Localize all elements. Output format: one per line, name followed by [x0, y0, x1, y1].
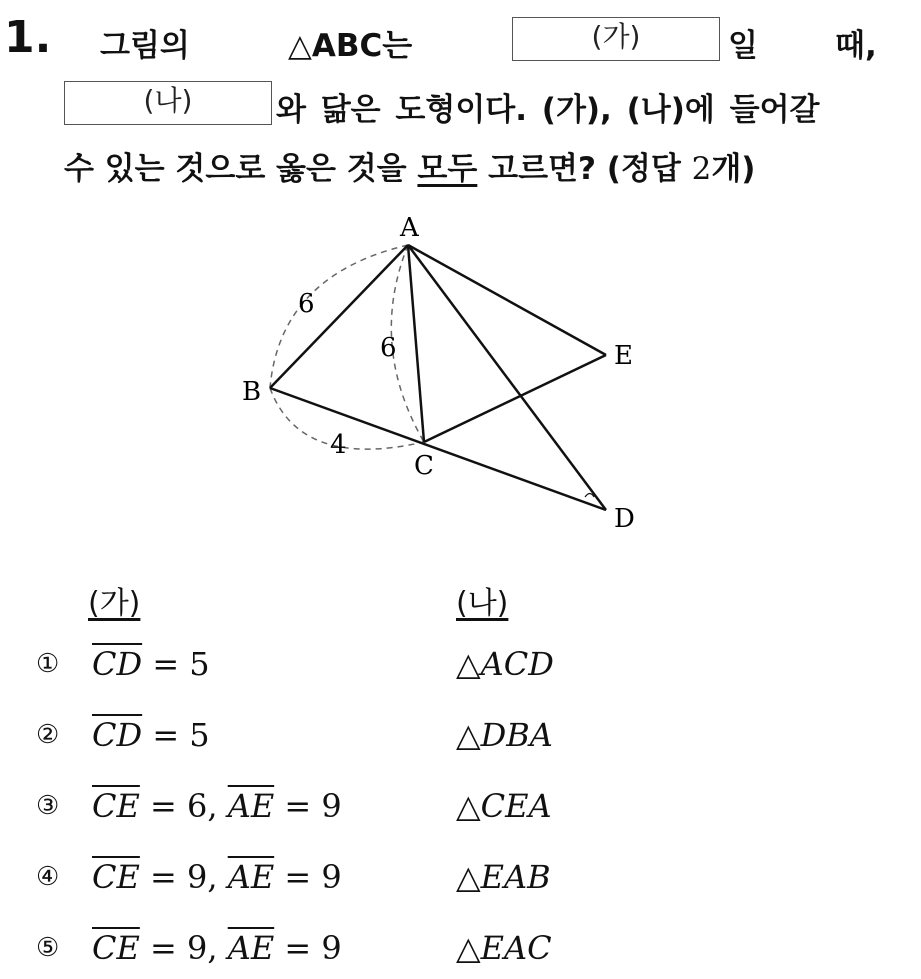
length-label-ac: 6: [380, 333, 397, 363]
label-point-a: A: [400, 213, 419, 243]
equals-sign: =: [139, 858, 187, 896]
choices-header-ga: (가): [88, 586, 141, 621]
triangle-symbol: △: [456, 645, 481, 683]
segment-value: 9: [321, 858, 342, 896]
blank-na-label: (나): [143, 84, 193, 117]
segment-name: $\overline{AE}$: [227, 787, 275, 825]
choice-number: ⑤: [36, 933, 60, 963]
equals-sign: =: [274, 787, 322, 825]
label-point-b: B: [242, 377, 262, 407]
geometry-figure: [220, 205, 660, 545]
length-label-bc: 4: [330, 430, 347, 460]
triangle-name: EAC: [480, 929, 552, 967]
segment-ad: [408, 245, 606, 510]
stem-line2-text: 와 닮은 도형이다. (가), (나)에 들어갈: [276, 92, 820, 128]
segment-name: $\overline{CD}$: [92, 716, 143, 754]
segment-name: $\overline{CE}$: [92, 858, 140, 896]
triangle-name: ACD: [480, 645, 554, 683]
choice-na-triangle: [456, 787, 552, 825]
condition-separator: ,: [207, 929, 228, 967]
blank-ga-box: [512, 17, 720, 61]
stem-line1-a: 그림의: [100, 28, 190, 64]
condition-separator: ,: [207, 787, 228, 825]
choices-header-na: (나): [456, 586, 509, 621]
choice-number: ③: [36, 791, 60, 821]
question-number: 1.: [4, 12, 52, 63]
choice-ga-condition: [92, 645, 210, 683]
stem-line1-c: 일: [728, 28, 758, 64]
segment-name: $\overline{CE}$: [92, 787, 140, 825]
choice-na-triangle: [456, 645, 554, 683]
segment-name: $\overline{AE}$: [227, 929, 275, 967]
segment-ce: [424, 355, 606, 442]
segment-bd: [270, 388, 606, 510]
label-point-c: C: [414, 451, 434, 481]
equals-sign: =: [142, 716, 190, 754]
segment-ac: [408, 245, 424, 442]
triangle-symbol: △: [456, 929, 481, 967]
segment-value: 5: [189, 645, 210, 683]
choice-ga-condition: [92, 716, 210, 754]
choice-ga-condition: [92, 929, 342, 967]
choice-na-triangle: [456, 929, 552, 967]
stem-triangle-abc: △ABC는: [288, 28, 413, 64]
stem-line3: [64, 143, 755, 188]
triangle-symbol: △: [456, 858, 481, 896]
segment-value: 5: [189, 716, 210, 754]
choice-na-triangle: [456, 716, 553, 754]
equals-sign: =: [139, 787, 187, 825]
equals-sign: =: [139, 929, 187, 967]
choice-ga-condition: [92, 858, 342, 896]
choice-ga-condition: [92, 787, 342, 825]
segment-name: $\overline{CE}$: [92, 929, 140, 967]
stem-line3-count: 2: [691, 151, 712, 187]
choice-number: ④: [36, 862, 60, 892]
triangle-name: CEA: [480, 787, 552, 825]
label-point-d: D: [614, 504, 635, 534]
triangle-name: EAB: [480, 858, 551, 896]
segment-value: 9: [187, 929, 208, 967]
equals-sign: =: [142, 645, 190, 683]
segment-value: 9: [321, 787, 342, 825]
choice-number: ②: [36, 720, 60, 750]
length-label-ab: 6: [298, 289, 315, 319]
triangle-symbol: △: [456, 716, 481, 754]
equals-sign: =: [274, 929, 322, 967]
segment-ab: [270, 245, 408, 388]
stem-line3-emphasis: 모두: [417, 151, 478, 187]
segment-ae: [408, 245, 606, 355]
triangle-symbol: △: [456, 787, 481, 825]
segment-value: 9: [321, 929, 342, 967]
label-point-e: E: [614, 341, 633, 371]
segment-name: $\overline{AE}$: [227, 858, 275, 896]
stem-line3-b: 고르면? (정답: [477, 151, 692, 187]
equals-sign: =: [274, 858, 322, 896]
blank-na-box: [64, 81, 272, 125]
segment-name: $\overline{CD}$: [92, 645, 143, 683]
segment-value: 6: [187, 787, 208, 825]
condition-separator: ,: [207, 858, 228, 896]
choice-number: ①: [36, 649, 60, 679]
stem-line3-c: 개): [711, 151, 756, 187]
blank-ga-label: (가): [591, 20, 641, 53]
segment-value: 9: [187, 858, 208, 896]
choice-na-triangle: [456, 858, 551, 896]
stem-line3-a: 수 있는 것으로 옳은 것을: [64, 151, 418, 187]
triangle-name: DBA: [480, 716, 553, 754]
stem-line1-d: 때,: [835, 28, 877, 64]
